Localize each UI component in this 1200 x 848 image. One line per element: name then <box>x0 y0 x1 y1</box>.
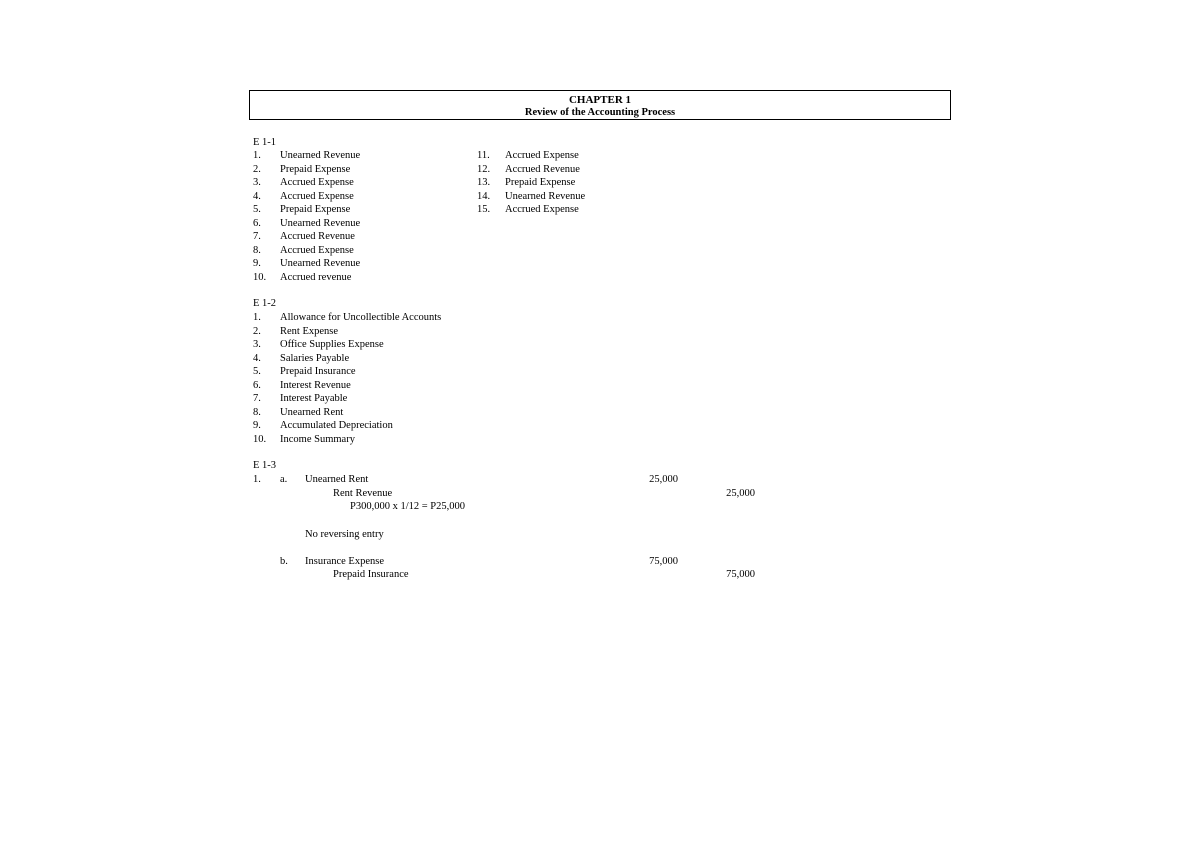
e1-2-item-number: 7. <box>253 393 261 404</box>
e1-2-item-number: 5. <box>253 366 261 377</box>
e1-1-item-text: Unearned Revenue <box>505 190 586 202</box>
e1-1-item-number: 7. <box>253 231 261 242</box>
chapter-title: CHAPTER 1 <box>568 94 632 106</box>
entry-a-letter: a. <box>280 474 288 485</box>
e1-1-item-text: Prepaid Expense <box>505 177 576 188</box>
e1-2-item-text: Unearned Rent <box>280 406 344 418</box>
entry-a-debit-account: Unearned Rent <box>305 474 369 485</box>
e1-1-item-number: 13. <box>477 177 491 188</box>
entry-b-debit-amount: 75,000 <box>649 556 678 567</box>
entry-a-note: No reversing entry <box>305 529 384 540</box>
e1-1-item-number: 14. <box>477 190 491 202</box>
e1-2-item-text: Rent Expense <box>280 325 339 337</box>
chapter-header <box>249 90 951 120</box>
e1-1-item-text: Accrued Expense <box>280 177 354 188</box>
e1-1-item-number: 12. <box>477 163 491 175</box>
e1-2-item-text: Interest Payable <box>280 393 348 404</box>
e1-1-item-number: 8. <box>253 244 261 256</box>
section-label-e1-3: E 1-3 <box>253 460 277 471</box>
e1-1-item-number: 6. <box>253 217 261 229</box>
e1-2-item-text: Prepaid Insurance <box>280 366 356 377</box>
e1-1-item-text: Accrued Revenue <box>505 163 580 175</box>
e1-1-item-text: Unearned Revenue <box>280 150 361 161</box>
e1-2-item-text: Accumulated Depreciation <box>280 420 393 431</box>
e1-2-item-text: Income Summary <box>280 433 355 445</box>
entry-b-letter: b. <box>280 556 288 567</box>
e1-2-item-text: Office Supplies Expense <box>280 339 384 350</box>
e1-1-item-text: Accrued revenue <box>280 271 352 283</box>
entry-a-computation: P300,000 x 1/12 = P25,000 <box>350 501 466 512</box>
e1-1-item-number: 1. <box>253 150 261 161</box>
e1-2-item-number: 6. <box>253 379 261 391</box>
section-label-e1-1: E 1-1 <box>253 137 277 148</box>
e1-2-item-number: 4. <box>253 352 261 364</box>
e1-2-item-number: 1. <box>253 312 261 323</box>
entry-a-debit-amount: 25,000 <box>649 474 678 485</box>
e1-2-item-number: 10. <box>253 433 267 445</box>
e1-2-item-number: 2. <box>253 325 261 337</box>
e1-1-item-number: 11. <box>477 150 490 161</box>
entry-b-credit-account: Prepaid Insurance <box>333 569 409 580</box>
e1-2-item-number: 9. <box>253 420 261 431</box>
e1-3-item-number: 1. <box>253 474 261 485</box>
entry-b-debit-account: Insurance Expense <box>305 556 385 567</box>
e1-1-item-number: 5. <box>253 204 261 215</box>
e1-2-item-number: 3. <box>253 339 261 350</box>
e1-1-item-number: 10. <box>253 271 267 283</box>
e1-1-item-text: Unearned Revenue <box>280 258 361 269</box>
e1-1-item-number: 2. <box>253 163 261 175</box>
e1-2-item-text: Allowance for Uncollectible Accounts <box>280 312 442 323</box>
e1-1-item-text: Accrued Revenue <box>280 231 355 242</box>
e1-1-item-text: Accrued Expense <box>505 204 579 215</box>
e1-1-item-text: Prepaid Expense <box>280 204 351 215</box>
e1-1-item-text: Prepaid Expense <box>280 163 351 175</box>
entry-b-credit-amount: 75,000 <box>726 569 755 580</box>
section-label-e1-2: E 1-2 <box>253 298 277 309</box>
entry-a-credit-account: Rent Revenue <box>333 488 393 499</box>
e1-2-item-text: Salaries Payable <box>280 352 350 364</box>
e1-1-item-text: Unearned Revenue <box>280 217 361 229</box>
e1-1-item-text: Accrued Expense <box>505 150 579 161</box>
e1-1-item-text: Accrued Expense <box>280 190 354 202</box>
e1-1-item-number: 9. <box>253 258 261 269</box>
e1-1-item-number: 15. <box>477 204 491 215</box>
e1-2-item-text: Interest Revenue <box>280 379 351 391</box>
chapter-subtitle: Review of the Accounting Process <box>524 107 676 118</box>
entry-a-credit-amount: 25,000 <box>726 488 755 499</box>
e1-2-item-number: 8. <box>253 406 261 418</box>
e1-1-item-text: Accrued Expense <box>280 244 354 256</box>
e1-1-item-number: 4. <box>253 190 261 202</box>
e1-1-item-number: 3. <box>253 177 261 188</box>
